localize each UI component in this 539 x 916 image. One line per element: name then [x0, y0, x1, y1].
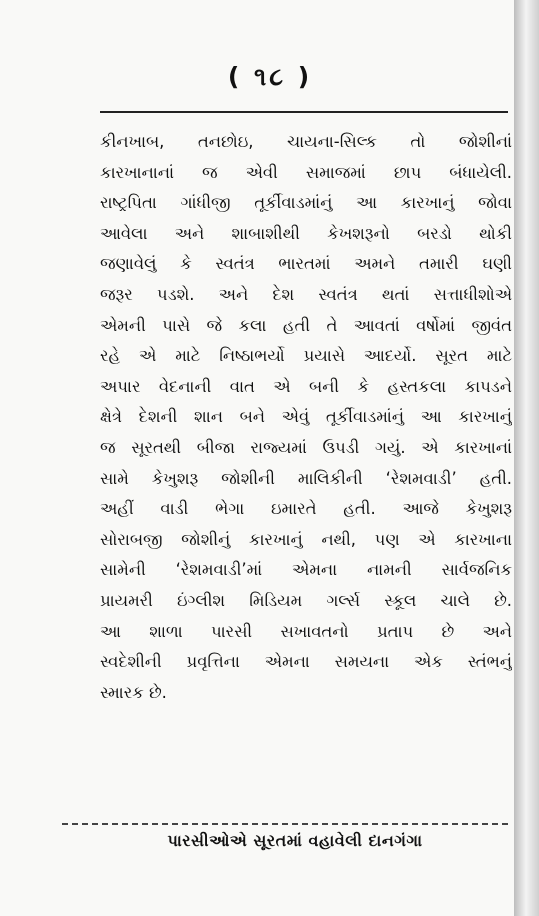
body-line: જરૂર પડશે. અને દેશ સ્વતંત્ર થતાં સત્તાધીશોએ: [100, 284, 512, 304]
body-line: કારખાનાનાં જ એવી સમાજમાં છાપ બંધાયેલી.: [100, 162, 512, 182]
footer-rule: [62, 823, 508, 825]
body-line: આ શાળા પારસી સખાવતનો પ્રતાપ છે અને: [100, 621, 512, 641]
body-line: જણાવેલું કે સ્વતંત્ર ભારતમાં અમને તમારી ઘણી: [100, 254, 512, 274]
body-line: ક્ષેત્રે દેશની શાન બને એવું તૂર્કીવાડમાંનું આ કારખાનું: [100, 407, 512, 427]
running-footer-title: પારસીઓએ સૂરતમાં વહાવેલી દાનગંગા: [167, 831, 423, 850]
header-rule: [100, 111, 508, 113]
body-line: કીનખાબ, તનછોઇ, ચાયના-સિલ્ક તો જોશીનાં: [100, 132, 512, 151]
body-line: અહીં વાડી ભેગા ઇમારતે હતી. આજે કેખુશરૂ: [100, 499, 512, 519]
body-line: સામેની ‘રેશમવાડી’માં એમના નામની સાર્વજનિક: [100, 560, 512, 580]
page-number: ( ૧૮ ): [227, 62, 313, 91]
body-line: સ્વદેશીની પ્રવૃત્તિના એમના સમયના એક સ્તંભનું: [100, 652, 512, 672]
body-line: સામે કેખુશરૂ જોશીની માલિકીની ‘રેશમવાડી’ હતી.: [100, 468, 512, 488]
body-line: સોરાબજી જોશીનું કારખાનું નથી, પણ એ કારખાના: [100, 529, 512, 549]
body-text: [100, 127, 512, 708]
body-line: એમની પાસે જે કલા હતી તે આવતાં વર્ષોમાં જીવંત: [100, 315, 512, 335]
page-binding-edge: [514, 0, 539, 916]
body-line: જ સૂરતથી બીજા રાજ્યમાં ઉપડી ગયું. એ કારખાનાં: [100, 437, 512, 457]
body-line: પ્રાયમરી ઇંગ્લીશ મિડિયમ ગર્લ્સ સ્કૂલ ચાલે છે.: [100, 590, 512, 610]
body-line: રાષ્ટ્રપિતા ગાંધીજી તૂર્કીવાડમાંનું આ કારખાનું જોવા: [100, 193, 512, 213]
body-line: અપાર વેદનાની વાત એ બની કે હસ્તકલા કાપડને: [100, 376, 512, 396]
body-line: રહે એ માટે નિષ્ઠાભર્યો પ્રયાસે આદર્યો. સૂરત માટે: [100, 346, 512, 366]
body-line: આવેલા અને શાબાશીથી કેખશરૂનો બરડો થોકી: [100, 223, 512, 243]
body-line: સ્મારક છે.: [100, 682, 167, 702]
